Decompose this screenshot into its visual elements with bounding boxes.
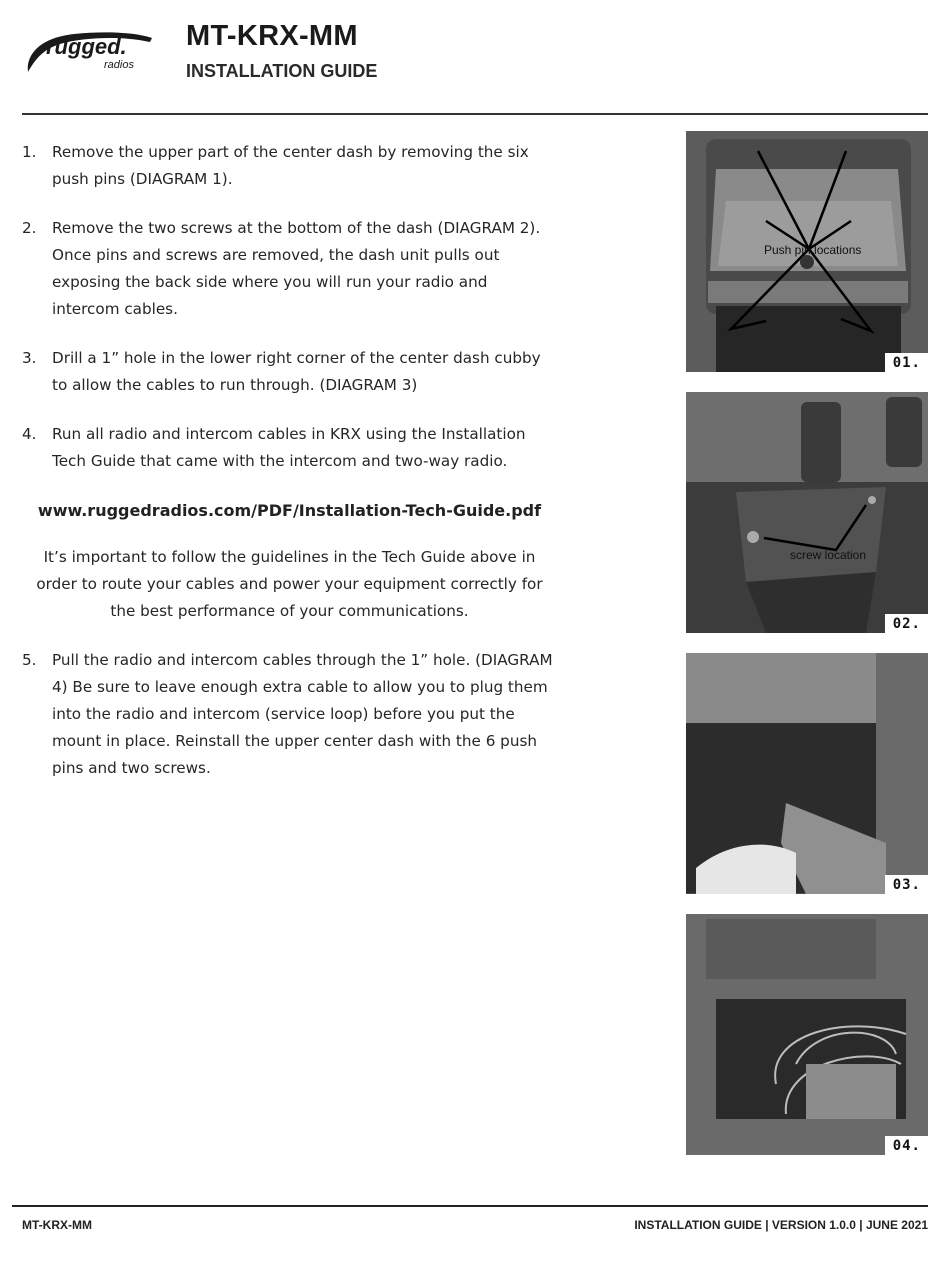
diagram-3-badge: 03. — [885, 875, 928, 894]
footer-divider — [12, 1205, 928, 1207]
diagram-4-badge: 04. — [885, 1136, 928, 1155]
step-number: 1. — [22, 143, 37, 161]
step-number: 2. — [22, 219, 37, 237]
page-subtitle: INSTALLATION GUIDE — [186, 61, 378, 81]
diagram-3-photo — [686, 653, 928, 894]
diagram-1-caption: Push pin locations — [764, 243, 862, 257]
page-title: MT-KRX-MM — [186, 20, 358, 52]
diagram-2-caption: screw location — [790, 548, 867, 562]
step-text: Run all radio and intercom cables in KRX using the Installation Tech Guide that came with the intercom and two-way radio. — [52, 425, 526, 470]
step-4 — [22, 421, 557, 475]
diagram-4-photo — [686, 914, 928, 1155]
diagram-1-photo — [686, 131, 928, 372]
svg-text:rugged.: rugged. — [46, 34, 127, 59]
footer-version-info: INSTALLATION GUIDE | VERSION 1.0.0 | JUNE 2021 — [634, 1218, 928, 1232]
diagram-2-photo — [686, 392, 928, 633]
step-text: Drill a 1” hole in the lower right corner of the center dash cubby to allow the cables to run through. (DIAGRAM 3) — [52, 349, 541, 394]
step-text: Remove the two screws at the bottom of the dash (DIAGRAM 2). Once pins and screws are removed, the dash unit pulls out exposing the back side where you will run your radio and intercom cables. — [52, 219, 541, 318]
step-5 — [22, 647, 557, 782]
step-number: 3. — [22, 349, 37, 367]
instructions — [22, 139, 557, 804]
diagram-1-badge: 01. — [885, 353, 928, 372]
step-text: Pull the radio and intercom cables through the 1” hole. (DIAGRAM 4) Be sure to leave enough extra cable to allow you to plug them into the radio and intercom (service loop) before you put the mount in place. Reinstall the upper center dash with the 6 push pins and two screws. — [52, 651, 553, 777]
step-3 — [22, 345, 557, 399]
step-number: 4. — [22, 425, 37, 443]
footer-product-code: MT-KRX-MM — [22, 1218, 92, 1232]
tech-guide-note: It’s important to follow the guidelines in the Tech Guide above in order to route your cables and power your equipment correctly for the best performance of your communications. — [36, 548, 543, 620]
step-2 — [22, 215, 557, 323]
header-divider — [22, 113, 928, 115]
step-number: 5. — [22, 651, 37, 669]
step-1 — [22, 139, 557, 193]
svg-text:radios: radios — [104, 59, 134, 71]
tech-guide-link[interactable]: www.ruggedradios.com/PDF/Installation-Tech-Guide.pdf — [37, 501, 542, 520]
diagram-2-badge: 02. — [885, 614, 928, 633]
step-text: Remove the upper part of the center dash by removing the six push pins (DIAGRAM 1). — [52, 143, 529, 188]
rugged-radios-logo — [24, 28, 156, 74]
